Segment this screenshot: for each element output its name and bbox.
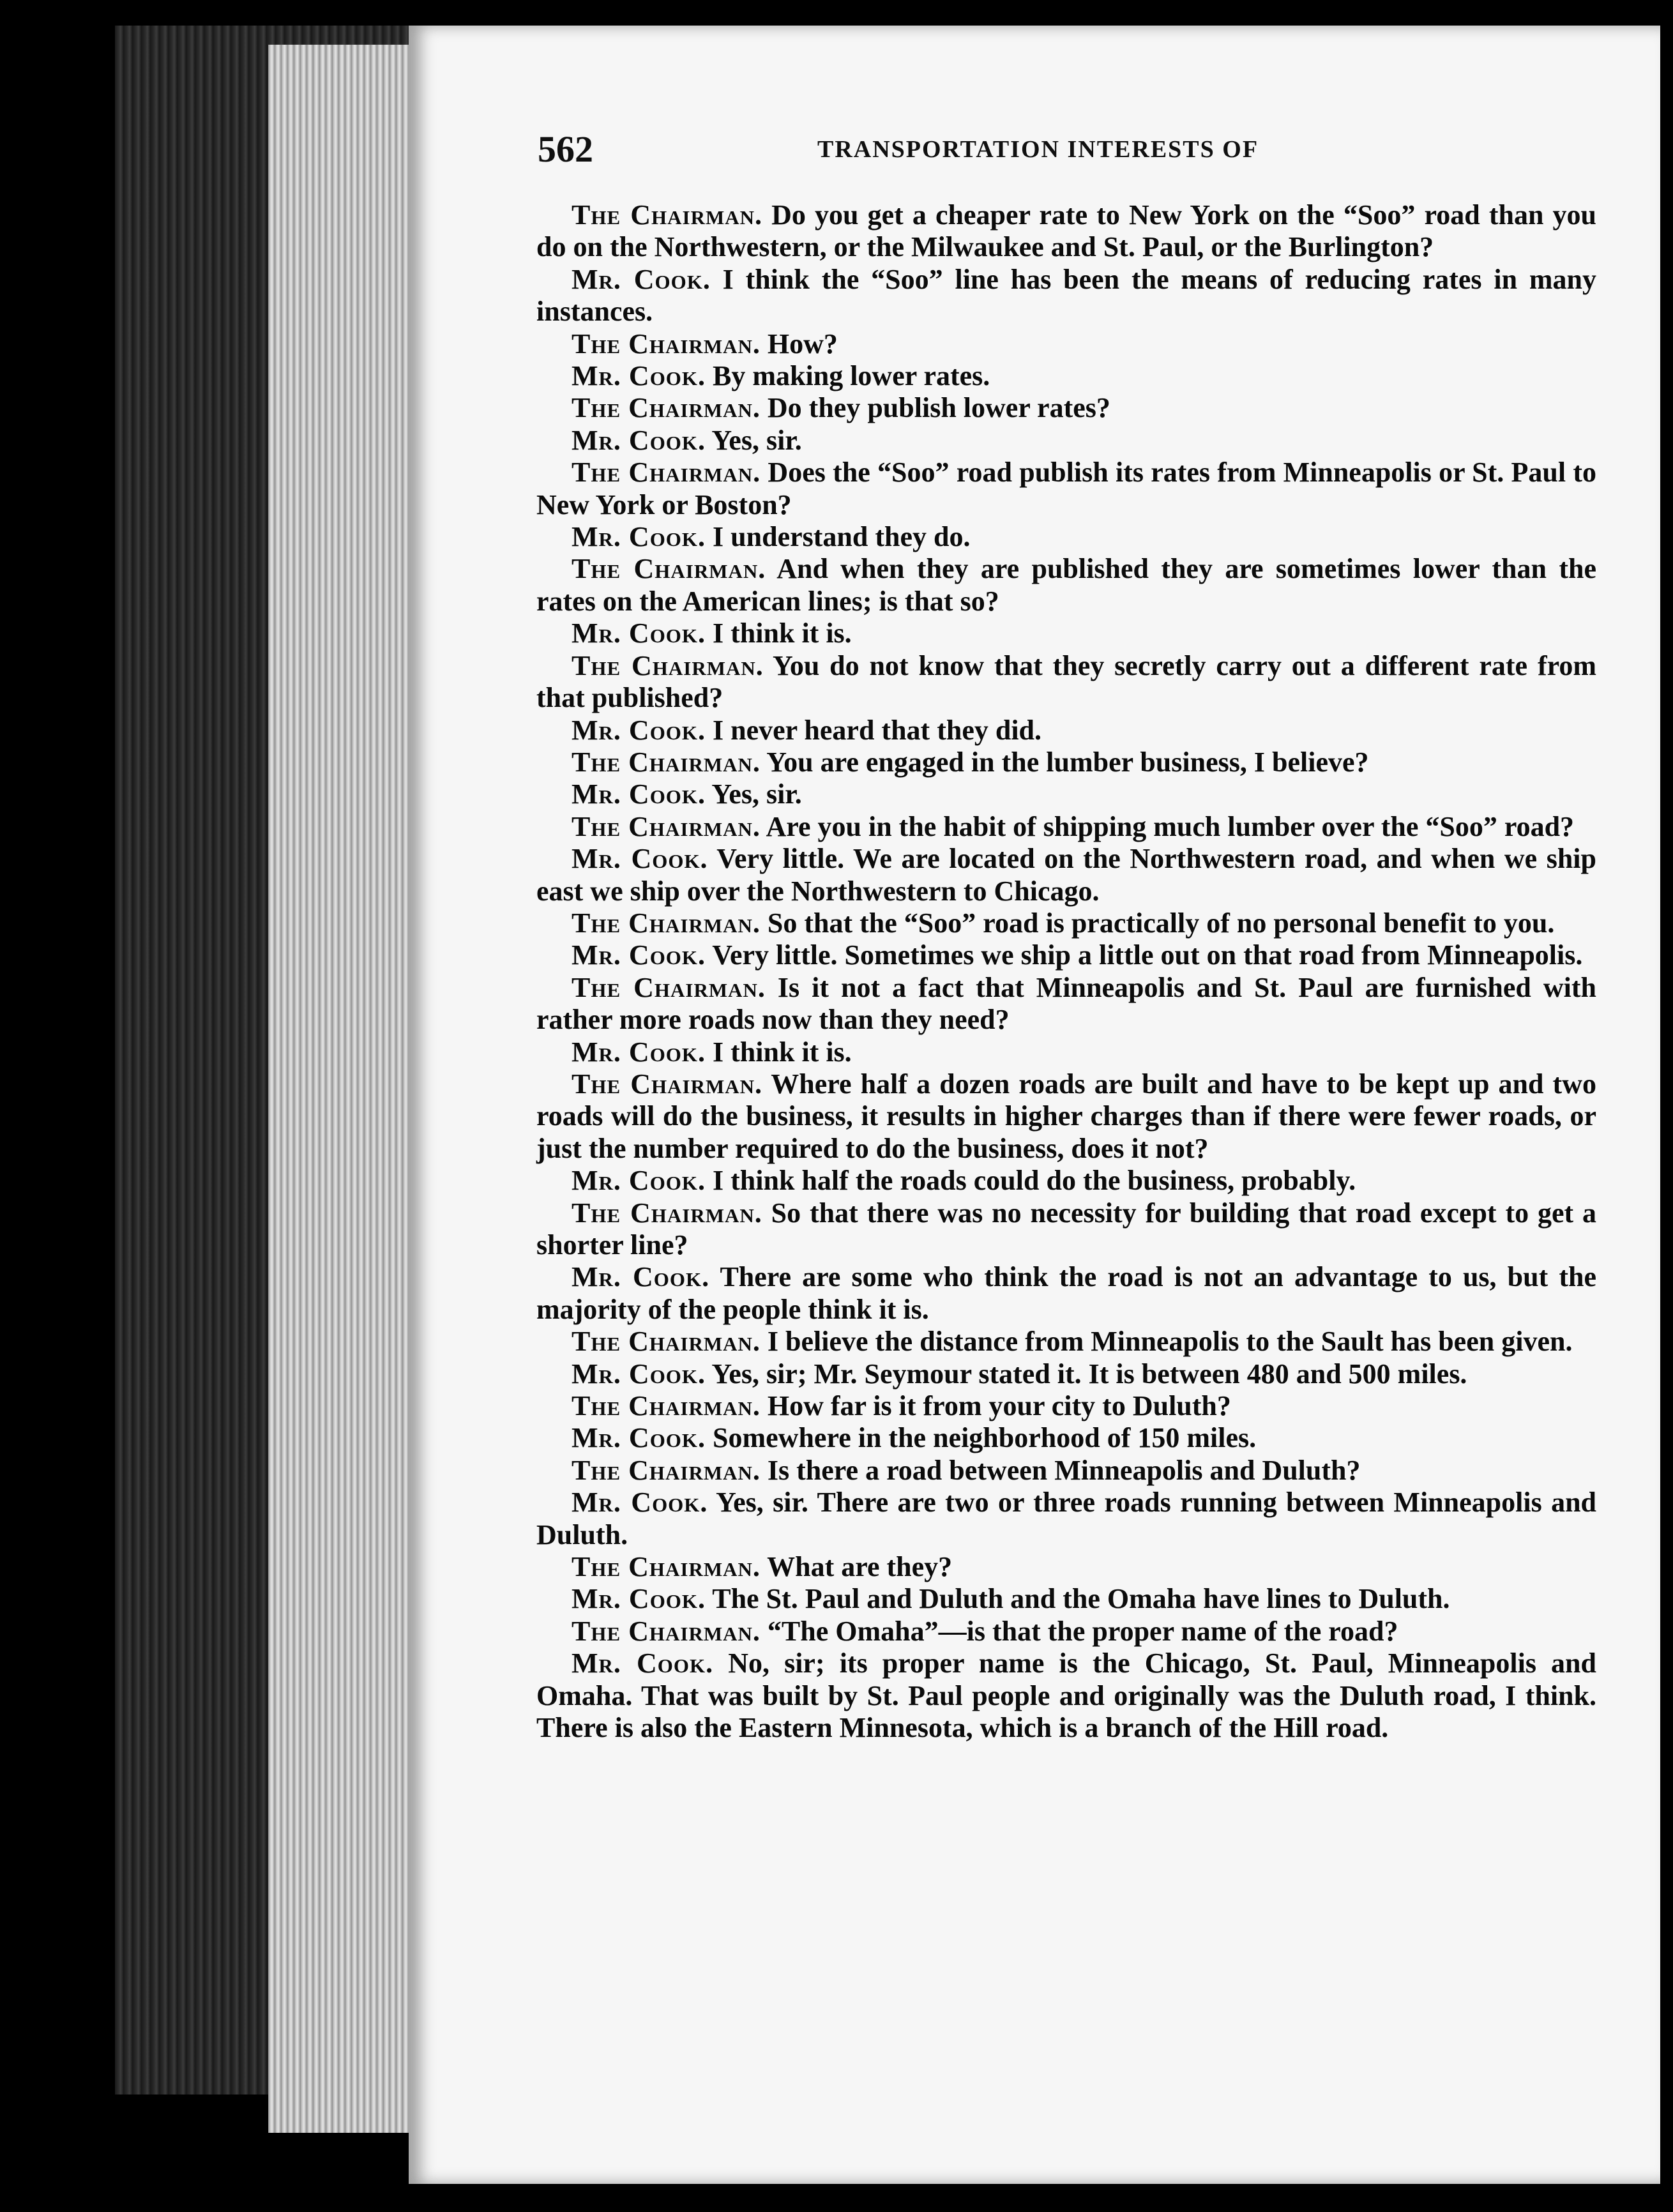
dialogue-paragraph: [536, 939, 1596, 971]
dialogue-text: I think it is.: [706, 1036, 852, 1068]
dialogue-text: And when they are published they are sometimes lower than the rates on the American lines; is that so?: [536, 553, 1596, 617]
dialogue-text: You are engaged in the lumber business, I believe?: [760, 746, 1369, 778]
speaker-label: Mr. Cook.: [572, 263, 711, 295]
speaker-label: Mr. Cook.: [572, 778, 706, 810]
dialogue-paragraph: [536, 1358, 1596, 1390]
dialogue-text: I believe the distance from Minneapolis to the Sault has been given.: [760, 1326, 1573, 1358]
speaker-label: The Chairman.: [572, 1454, 761, 1486]
speaker-label: Mr. Cook.: [572, 360, 706, 392]
dialogue-text: The St. Paul and Duluth and the Omaha have lines to Duluth.: [706, 1583, 1450, 1615]
dialogue-text: There are some who think the road is not an advantage to us, but the majority of the people think it is.: [536, 1261, 1596, 1325]
dialogue-text: How?: [760, 328, 838, 360]
dialogue-paragraph: [536, 521, 1596, 553]
dialogue-text: Do you get a cheaper rate to New York on the “Soo” road than you do on the Northwestern, or the Milwaukee and St. Paul, or the Burlington?: [536, 199, 1596, 263]
speaker-label: The Chairman.: [572, 746, 761, 778]
dialogue-paragraph: [536, 1390, 1596, 1422]
speaker-label: The Chairman.: [572, 907, 761, 939]
dialogue-text: I think it is.: [706, 617, 852, 649]
running-head: [538, 128, 1547, 179]
speaker-label: The Chairman.: [572, 457, 761, 489]
dialogue-text: I understand they do.: [706, 521, 971, 553]
dialogue-paragraph: [536, 843, 1596, 907]
dialogue-paragraph: [536, 811, 1596, 843]
dialogue-paragraph: [536, 1551, 1596, 1583]
dialogue-paragraph: [536, 360, 1596, 392]
speaker-label: The Chairman.: [572, 1068, 762, 1100]
dialogue-paragraph: [536, 907, 1596, 939]
dialogue-paragraph: [536, 617, 1596, 649]
speaker-label: Mr. Cook.: [572, 843, 708, 875]
dialogue-text: Somewhere in the neighborhood of 150 miles.: [706, 1422, 1257, 1454]
page-number: 562: [538, 128, 593, 170]
dialogue-paragraph: [536, 1068, 1596, 1165]
dialogue-text: Are you in the habit of shipping much lumber over the “Soo” road?: [760, 810, 1575, 842]
speaker-label: The Chairman.: [572, 328, 761, 360]
dialogue-text: I think half the roads could do the business, probably.: [706, 1165, 1356, 1197]
dialogue-text: So that there was no necessity for building that road except to get a shorter line?: [536, 1197, 1596, 1261]
testimony-transcript: [536, 199, 1596, 1745]
dialogue-paragraph: [536, 1616, 1596, 1648]
dialogue-text: Very little. Sometimes we ship a little out on that road from Minneapolis.: [706, 939, 1583, 971]
speaker-label: The Chairman.: [572, 1197, 762, 1229]
dialogue-paragraph: [536, 264, 1596, 328]
dialogue-paragraph: [536, 199, 1596, 264]
dialogue-paragraph: [536, 1326, 1596, 1358]
dialogue-paragraph: [536, 1197, 1596, 1262]
dialogue-text: Where half a dozen roads are built and have to be kept up and two roads will do the business, it results in higher charges than if there were fewer roads, or just the number required to do the business, does it not?: [536, 1068, 1596, 1164]
dialogue-paragraph: [536, 457, 1596, 521]
dialogue-text: Is it not a fact that Minneapolis and St. Paul are furnished with rather more roads now than they need?: [536, 971, 1596, 1036]
speaker-label: Mr. Cook.: [572, 1358, 706, 1390]
dialogue-text: “The Omaha”—is that the proper name of the road?: [760, 1615, 1398, 1647]
dialogue-text: No, sir; its proper name is the Chicago, St. Paul, Minneapolis and Omaha. That was built by St. Paul people and originally was the Duluth road, I think. There is also the Eastern Minnesota, which is a branch of the Hill road.: [536, 1648, 1596, 1744]
dialogue-paragraph: [536, 746, 1596, 778]
speaker-label: Mr. Cook.: [572, 1648, 714, 1679]
dialogue-paragraph: [536, 1165, 1596, 1197]
speaker-label: Mr. Cook.: [572, 714, 706, 746]
dialogue-paragraph: [536, 778, 1596, 810]
dialogue-paragraph: [536, 1261, 1596, 1326]
speaker-label: The Chairman.: [572, 1326, 761, 1358]
speaker-label: Mr. Cook.: [572, 939, 706, 971]
speaker-label: The Chairman.: [572, 392, 761, 424]
dialogue-text: Yes, sir. There are two or three roads running between Minneapolis and Duluth.: [536, 1487, 1597, 1550]
dialogue-paragraph: [536, 1583, 1596, 1615]
dialogue-paragraph: [536, 1422, 1596, 1454]
speaker-label: Mr. Cook.: [572, 617, 706, 649]
speaker-label: The Chairman.: [572, 199, 763, 231]
dialogue-text: Is there a road between Minneapolis and Duluth?: [760, 1454, 1361, 1486]
dialogue-text: How far is it from your city to Duluth?: [760, 1390, 1231, 1422]
dialogue-paragraph: [536, 1648, 1596, 1744]
speaker-label: Mr. Cook.: [572, 1036, 706, 1068]
dialogue-paragraph: [536, 392, 1596, 424]
dialogue-text: Do they publish lower rates?: [760, 392, 1110, 424]
dialogue-paragraph: [536, 715, 1596, 746]
dialogue-text: I think the “Soo” line has been the means of reducing rates in many instances.: [536, 263, 1597, 328]
speaker-label: Mr. Cook.: [572, 1583, 706, 1615]
dialogue-paragraph: [536, 425, 1596, 457]
page-stack: [268, 45, 415, 2133]
dialogue-text: What are they?: [760, 1551, 953, 1583]
dialogue-paragraph: [536, 1455, 1596, 1487]
speaker-label: The Chairman.: [572, 810, 761, 842]
dialogue-paragraph: [536, 1036, 1596, 1068]
speaker-label: The Chairman.: [572, 1390, 761, 1422]
speaker-label: Mr. Cook.: [572, 1422, 706, 1454]
dialogue-text: You do not know that they secretly carry out a different rate from that published?: [536, 649, 1596, 714]
speaker-label: The Chairman.: [572, 1551, 761, 1583]
speaker-label: The Chairman.: [572, 971, 766, 1003]
running-title: TRANSPORTATION INTERESTS OF: [817, 136, 1259, 163]
dialogue-text: Yes, sir.: [706, 778, 802, 810]
dialogue-paragraph: [536, 1487, 1596, 1551]
dialogue-text: So that the “Soo” road is practically of no personal benefit to you.: [760, 907, 1555, 939]
dialogue-paragraph: [536, 328, 1596, 360]
speaker-label: The Chairman.: [572, 553, 766, 585]
speaker-label: Mr. Cook.: [572, 1487, 708, 1519]
speaker-label: Mr. Cook.: [572, 424, 706, 456]
dialogue-text: Yes, sir.: [706, 424, 802, 456]
dialogue-text: Does the “Soo” road publish its rates from Minneapolis or St. Paul to New York or Boston?: [536, 457, 1597, 520]
dialogue-paragraph: [536, 553, 1596, 617]
speaker-label: The Chairman.: [572, 649, 764, 681]
speaker-label: The Chairman.: [572, 1615, 761, 1647]
dialogue-paragraph: [536, 972, 1596, 1036]
dialogue-paragraph: [536, 650, 1596, 715]
speaker-label: Mr. Cook.: [572, 1261, 710, 1293]
dialogue-text: Very little. We are located on the Northwestern road, and when we ship east we ship over the Northwestern to Chicago.: [536, 843, 1596, 907]
dialogue-text: By making lower rates.: [706, 360, 990, 392]
dialogue-text: I never heard that they did.: [706, 714, 1042, 746]
speaker-label: Mr. Cook.: [572, 521, 706, 553]
speaker-label: Mr. Cook.: [572, 1165, 706, 1197]
dialogue-text: Yes, sir; Mr. Seymour stated it. It is between 480 and 500 miles.: [706, 1358, 1467, 1390]
